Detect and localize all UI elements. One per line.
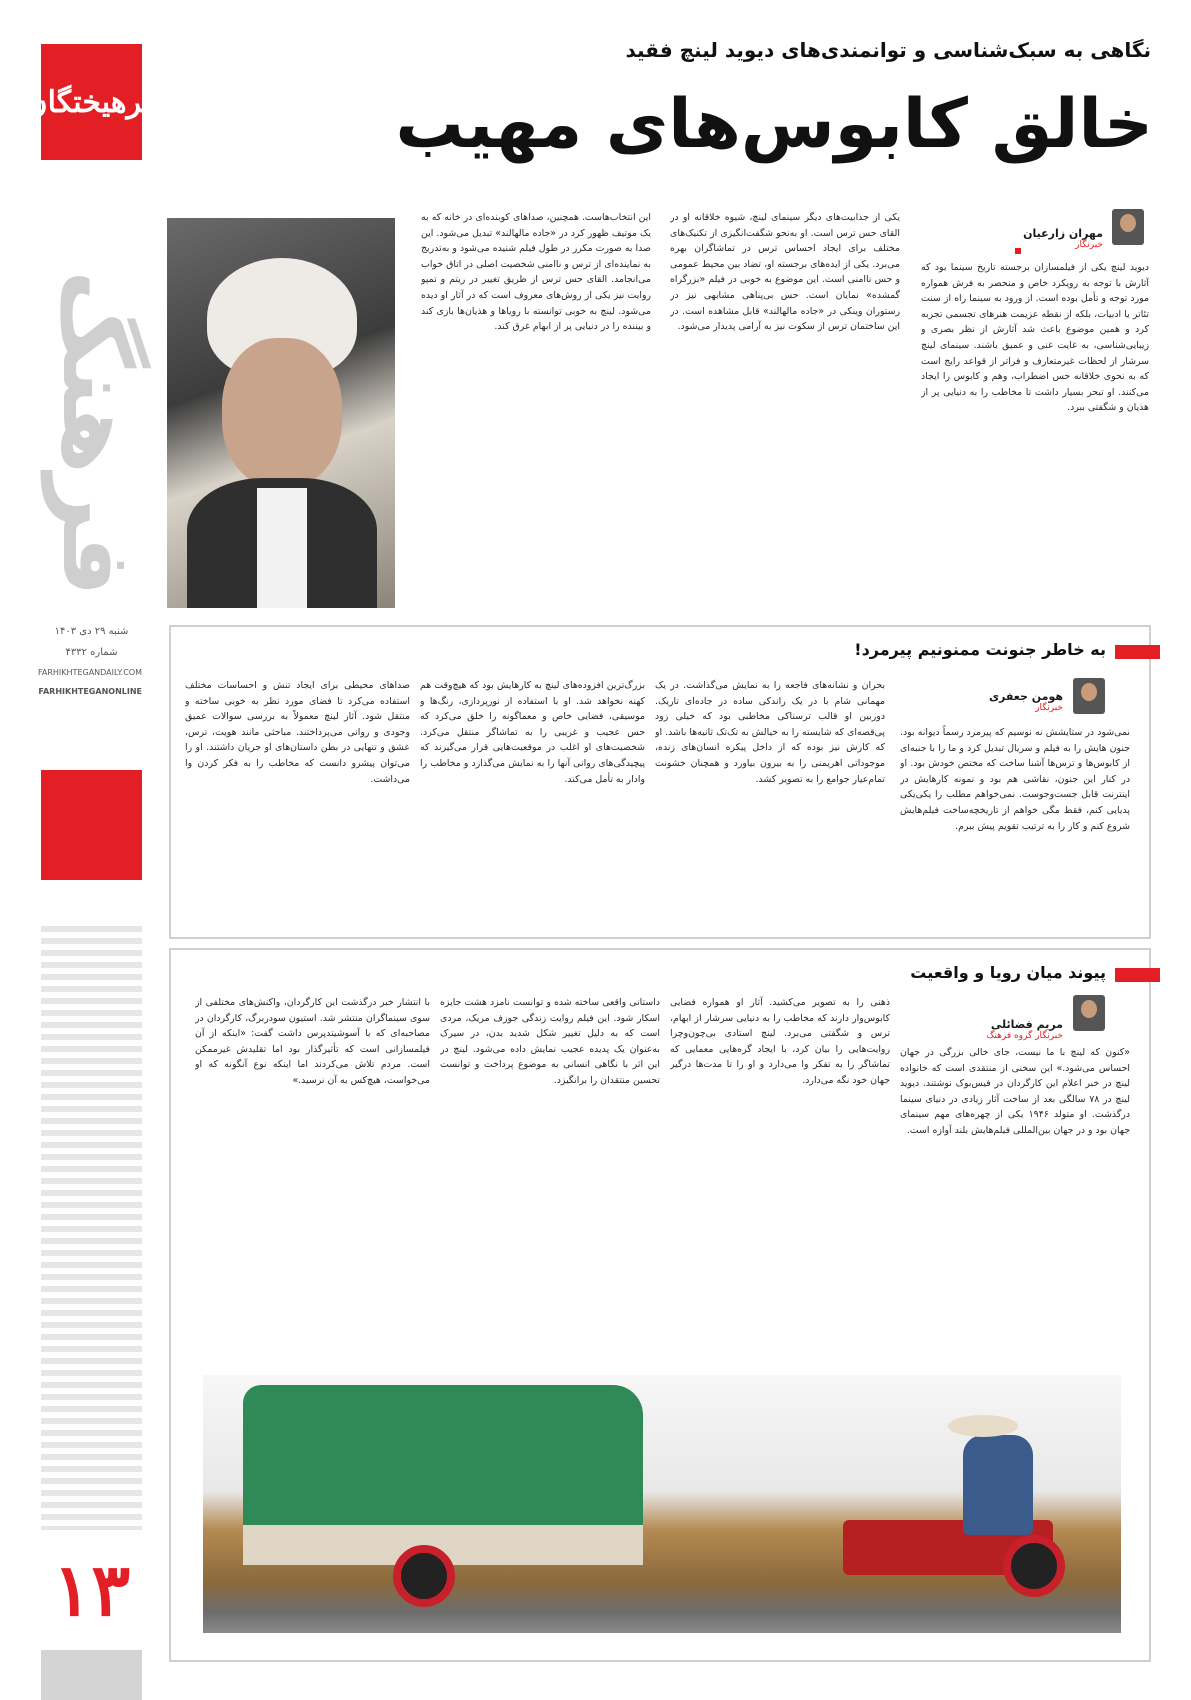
main-col-1: دیوید لینچ یکی از فیلمسازان برجسته تاریخ سینما بود که آثارش با توجه به رویکرد خاص و منحصر به فرش همواره مورد توجه و تأمل بوده است. از ورود به سینما راه از سنت تئاتر یا ادبیات، بلکه از نقطه عزیمت هنرهای تجسمی تجربه کرد و همین موضوع باعث شد آثارش از نظر بصری و زیبایی‌شناسی، به غایت غنی و عمیق باشند. سینمای لینچ سرشار از لحظات غیرمتعارف و فراتر از قواعد رایج است که به نحوی خلاقانه حس اضطراب، وهم و کابوس را ایجاد می‌کنند. او تبحر بسیار داشت تا مخاطب را به دنیایی پر از هذیان و شگفتی ببرد. bbox=[921, 262, 1149, 414]
issue-date: شنبه ۲۹ دی ۱۴۰۳ bbox=[54, 626, 129, 637]
main-kicker: نگاهی به سبک‌شناسی و توانمندی‌های دیوید لینچ فقید bbox=[625, 38, 1151, 62]
page-number: ۱۳ bbox=[52, 1547, 131, 1632]
article-3-accent bbox=[1115, 968, 1160, 982]
cowboy-hat bbox=[948, 1415, 1018, 1437]
author-role: خبرنگار گروه فرهنگ bbox=[986, 1031, 1063, 1041]
article-3-headline: پیوند میان رویا و واقعیت bbox=[910, 963, 1106, 982]
author-avatar bbox=[1073, 678, 1105, 714]
sidebar-red-block bbox=[41, 770, 142, 880]
sidebar-stripes bbox=[41, 926, 142, 1530]
author-byline bbox=[933, 1018, 1063, 1041]
article-2-accent bbox=[1115, 645, 1160, 659]
article-2-headline: به خاطر جنونت ممنونیم پیرمرد! bbox=[854, 640, 1106, 659]
article-3-col-1: «کنون که لینچ با ما نیست، جای خالی بزرگی در جهان احساس می‌شود.» این سخنی از منتقدی است که خانواده لینچ در خبر اعلام این کارگردان در فیس‌بوک نوشتند. دیوید لینچ در ۷۸ سالگی بعد از ساخت آثار زیادی در دنیای سینما درگذشت. او متولد ۱۹۴۶ یکی از چهره‌های مهم سینمای جهان بود و در جهان بین‌المللی فیلم‌هایش بلند آوازه است. bbox=[900, 1047, 1130, 1136]
portrait-photo bbox=[167, 218, 395, 608]
author-avatar bbox=[1112, 209, 1144, 245]
author-avatar bbox=[1073, 995, 1105, 1031]
tractor-photo bbox=[203, 1375, 1121, 1633]
green-tarp bbox=[243, 1385, 643, 1535]
author-role: خبرنگار bbox=[1035, 703, 1063, 713]
article-3-col-3: داستانی واقعی ساخته شده و توانست نامزد هشت جایزه اسکار شود. این فیلم روایت زندگی جوزف مریک، مردی است که به دلیل تغییر شکل شدید بدن، در سیرک به‌عنوان یک پدیده عجیب نمایش داده می‌شود. لینچ در این اثر با نگاهی انسانی به موضوع پرداخت و توانست تحسین منتقدان را برانگیزد. bbox=[440, 997, 660, 1086]
social-handle[interactable]: FARHIKHTEGANONLINE bbox=[38, 687, 142, 696]
author-role: خبرنگار bbox=[1075, 240, 1103, 250]
main-headline: خالق کابوس‌های مهیب bbox=[395, 85, 1153, 164]
author-byline bbox=[983, 227, 1103, 250]
article-2-col-2: بحران و نشانه‌های فاجعه را به نمایش می‌گذاشت. در یک مهمانی شام با در یک راندکی ساده در جاده‌ای تاریک. دوربین او قالب ترسناکی مخاطبی بود که خیلی زود پی‌قصه‌ای که شایسته را به خیالش به تک‌تک ثانیه‌ها باشد. او که کارش نیز بوده که از داخل پیکره انسان‌های زنده، موجوداتی اهریمنی را به بیرون بیاورد و همچنان خشونت تمام‌عیار جوامع را به تصویر کشد. bbox=[655, 680, 885, 785]
bottom-gray-block bbox=[41, 1650, 142, 1700]
article-2-col-4: صداهای محیطی برای ایجاد تنش و احساسات مختلف استفاده می‌کرد تا فضای مورد نظر به خوبی ساخته و منتقل شود. آثار لینچ معمولاً به بررسی سوالات عمیق وجودی و روانی می‌پرداختند. مباحثی مانند هویت، ترس، عشق و تنهایی در بطن داستان‌های او جریان داشتند. او را می‌توان پیشرو دانست که مخاطب را به فکر کردن وا می‌داشت. bbox=[185, 680, 410, 785]
issue-info bbox=[38, 626, 142, 706]
main-col-2: یکی از جذابیت‌های دیگر سینمای لینچ، شیوه خلاقانه او در القای حس ترس است. او به‌نحو شگفت‌انگیزی از تکنیک‌های مختلف برای ایجاد احساس ترس در تماشاگران بهره می‌برد. یکی از ایده‌های برجسته او، تضاد بین محیط عمومی و حس ناامنی است. این موضوع به خوبی در فیلم «بزرگراه گمشده» نمایان است. حس بی‌پناهی مشابهی نیز در رستوران وینکی در «جاده مالهالند» قابل مشاهده است. در این ساختمان ترس از سکوت نیز به آرامی پدیدار می‌شود. bbox=[670, 212, 900, 333]
author-name: مهران زارعیان bbox=[1023, 227, 1103, 240]
author-name: مریم فضائلی bbox=[990, 1018, 1063, 1031]
article-2-col-3: بزرگ‌ترین افزوده‌های لینچ به کارهایش بود که هیچ‌وقت هم کهنه نخواهد شد. او با استفاده از نورپردازی، رنگ‌ها و موسیقی، فضایی خاص و معماگونه را خلق می‌کرد که حس عجیب و غریبی را به تماشاگر منتقل می‌کرد. شخصیت‌های او اغلب در موقعیت‌هایی قرار می‌گیرند که پیچیدگی‌های روانی آنها را به نمایش می‌گذارد و مخاطب را وادار به تأمل می‌کند. bbox=[420, 680, 645, 785]
logo-text: فرهیختگان bbox=[25, 84, 158, 120]
tractor-wheel bbox=[1003, 1535, 1065, 1597]
article-2-col-1: نمی‌شود در ستایشش نه نوسیم که پیرمرد رسماً دیوانه بود. جنون هایش را به فیلم و سریال تبدیل کرد و ما را با جنبه‌ای از کابوس‌ها و ترس‌ها آشنا ساخت که مختص خودش بود. او در کنار این جنون، نقاشی هم بود و نمونه کارهایش در اینترنت قابل جست‌وجوست. نمی‌خواهم مطلب را یکی‌یکی پدیایی کنم، فقط مگی خواهم از تاریخچه‌ساخت فیلم‌هایش شروع کنم و کار را به ترتیب تقویم پیش ببرم. bbox=[900, 727, 1130, 832]
author-name: هومن جعفری bbox=[988, 690, 1063, 703]
cart-wheel bbox=[393, 1545, 455, 1607]
newspaper-logo bbox=[25, 44, 158, 160]
driver-figure bbox=[963, 1435, 1033, 1535]
website-link[interactable]: FARHIKHTEGANDAILY.COM bbox=[38, 668, 142, 677]
issue-number: شماره ۴۳۳۲ bbox=[65, 647, 118, 658]
article-3-col-2: ذهنی را به تصویر می‌کشید. آثار او همواره فضایی کابوس‌وار دارند که مخاطب را به دنیایی سرشار از ابهام، ترس و شگفتی می‌برد. لینچ استادی بی‌چون‌وچرا روایت‌هایی را بیان کرد، با ایجاد گره‌هایی معمایی که تماشاگر را به تفکر وا می‌دارد و او را تا مدت‌ها درگیر جهان خود نگه می‌دارد. bbox=[670, 997, 890, 1086]
main-col-3: این انتخاب‌هاست. همچنین، صداهای کوبنده‌ای در خانه که به یک موتیف ظهور کرد در «جاده مالهالند» تبدیل می‌شود. این صدا به صورت مکرر در طول فیلم شنیده می‌شود و به‌تدریج به نماینده‌ای از ترس و ناامنی شخصیت اصلی در اتاق خواب می‌انجامد. القای حس ترس از طریق تغییر در ریتم و تمپو روایت نیز یکی از روش‌های معروف است که در آثار او دیده می‌شود. لینچ به خوبی توانسته با رویاها و هذیان‌ها بازی کند و بیننده را در دنیایی پر از ابهام غرق کند. bbox=[421, 212, 651, 333]
section-title: فرهنگ bbox=[41, 270, 153, 597]
article-3-col-4: با انتشار خبر درگذشت این کارگردان، واکنش‌های مختلفی از سوی سینماگران منتشر شد. استیون سودربرگ، کارگردان در مصاحبه‌ای که با آسوشیتدپرس داشت گفت: «اینکه از آن فیلمسازانی است که تأثیرگذار بود اما تقلیدش غیرممکن است. مردم تلاش می‌کردند اما اینکه نوع آنگونه که او می‌خواست، هیچ‌کس به آن نرسید.» bbox=[195, 997, 430, 1086]
author-byline bbox=[963, 690, 1063, 713]
